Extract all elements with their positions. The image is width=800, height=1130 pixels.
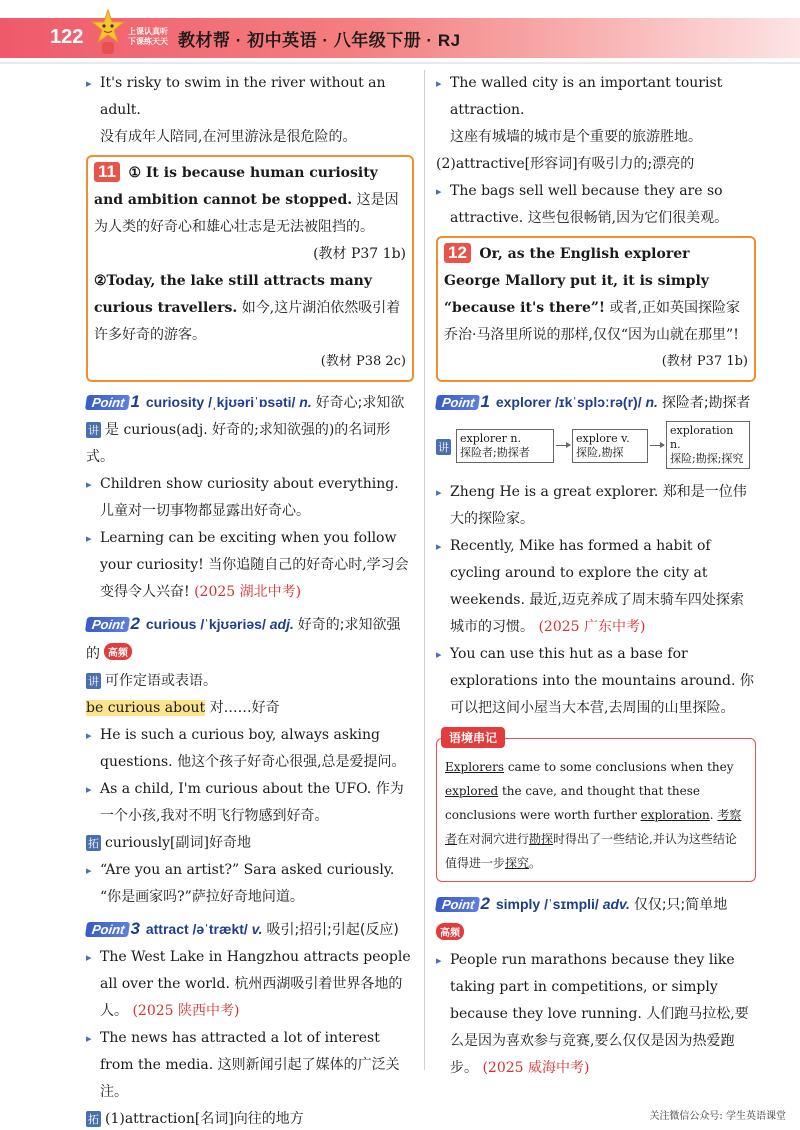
explanation-text: 可作定语或表语。 xyxy=(105,673,217,689)
sentence-source: (教材 P38 2c) xyxy=(320,354,406,369)
example-en: The West Lake in Hangzhou attracts people all over the world. xyxy=(100,949,411,992)
point-definition: 仅仅;只;简单地 xyxy=(633,897,728,913)
word-box-exploration xyxy=(666,421,750,469)
memo-keyword: explored xyxy=(445,784,499,798)
point-tag: Point xyxy=(85,395,130,410)
explain-icon: 讲 xyxy=(438,441,449,454)
example-en: As a child, I'm curious about the UFO. xyxy=(100,781,372,797)
example-zh: 杭州西湖吸引着世界各地的人。 xyxy=(100,976,403,1019)
sentence-zh: 如今,这片湖泊依然吸引着许多好奇的游客。 xyxy=(94,300,401,343)
point-number: 2 xyxy=(130,614,140,633)
extend-icon: 拓 xyxy=(88,837,99,850)
header-divider xyxy=(0,62,800,64)
example-sentence xyxy=(86,1025,414,1106)
point-phonetic: /əˈtrækt/ xyxy=(192,921,248,937)
example-zh: 儿童对一切事物都显露出好奇心。 xyxy=(100,503,310,519)
memo-tag: 语境串记 xyxy=(441,727,505,748)
point-heading-curiosity xyxy=(86,388,414,417)
memo-text: 。 xyxy=(529,856,542,870)
footer-note: 关注微信公众号: 学生英语课堂 xyxy=(649,1111,786,1122)
point-definition: 好奇的;求知欲强的 xyxy=(86,617,401,662)
example-en: Children show curiosity about everything. xyxy=(100,476,399,492)
point-word: attract xyxy=(145,921,189,937)
point-number: 1 xyxy=(480,392,490,411)
point-definition: 探险者;勘探者 xyxy=(661,395,751,411)
extend-icon: 拓 xyxy=(88,1113,99,1126)
book-title: 教材帮 · 初中英语 · 八年级下册 · RJ xyxy=(178,31,461,50)
point-pos: adj. xyxy=(269,616,294,632)
high-frequency-badge: 高频 xyxy=(436,923,464,940)
example-zh: 你可以把这间小屋当大本营,去周围的山里探险。 xyxy=(450,673,754,716)
point-word: curiosity xyxy=(145,394,205,410)
example-zh: 人们跑马拉松,要么是因为喜欢参与竞赛,要么仅仅是因为热爱跑步。 xyxy=(450,1006,749,1076)
point-heading-explorer xyxy=(436,388,756,417)
point-word: explorer xyxy=(495,394,552,410)
word-family-diagram xyxy=(436,421,756,473)
sentence-source: (教材 P37 1b) xyxy=(313,246,406,262)
example-sentence xyxy=(86,722,414,776)
left-column xyxy=(86,70,414,1130)
point-phonetic: /ˈkjʊəriəs/ xyxy=(200,616,266,632)
example-zh: “你是画家吗?”萨拉好奇地问道。 xyxy=(100,889,304,905)
memo-text: 时得出了一些结论,并认为这些结论值得进一步 xyxy=(445,832,737,870)
exam-source: (2025 威海中考) xyxy=(482,1060,590,1076)
example-zh: 郑和是一位伟大的探险家。 xyxy=(450,484,747,527)
point-word: curious xyxy=(145,616,197,632)
memo-text: the cave, and thought that these conclusions were worth further xyxy=(445,784,700,822)
explanation xyxy=(86,417,414,471)
sentence-en: ②Today, the lake still attracts many curious travellers. xyxy=(94,273,372,316)
word-box-en: exploration n. xyxy=(670,424,734,451)
exam-source: (2025 湖北中考) xyxy=(194,584,302,600)
example-en: “Are you an artist?” Sara asked curiously. xyxy=(100,862,395,878)
sentence-zh: 这是因为人类的好奇心和雄心壮志是无法被阻挡的。 xyxy=(94,192,399,235)
extension-text: curiously[副词]好奇地 xyxy=(105,835,251,851)
example-sentence xyxy=(436,178,756,232)
explain-icon: 讲 xyxy=(88,675,99,688)
word-box-en: explorer n. xyxy=(460,432,521,445)
point-heading-curious xyxy=(86,610,414,668)
example-sentence xyxy=(86,70,414,151)
point-pos: v. xyxy=(251,921,263,937)
example-zh: 这则新闻引起了媒体的广泛关注。 xyxy=(100,1057,400,1100)
sentence-source: (教材 P37 1b) xyxy=(661,354,748,369)
example-sentence xyxy=(436,479,756,533)
memo-text: . xyxy=(709,808,718,822)
point-tag: Point xyxy=(85,922,130,937)
point-heading-simply xyxy=(436,890,756,947)
word-box-explore xyxy=(572,429,648,463)
sentence-en: ① It is because human curiosity and ambition cannot be stopped. xyxy=(94,165,378,208)
arrow-icon xyxy=(650,445,664,446)
column-divider xyxy=(424,70,425,1070)
example-en: The news has attracted a lot of interest from the media. xyxy=(100,1030,380,1073)
example-sentence xyxy=(86,525,414,606)
word-box-zh: 探险;勘探;探究 xyxy=(670,452,744,465)
example-en: Recently, Mike has formed a habit of cycling around to explore the city at weekends. xyxy=(450,538,711,608)
memo-keyword: 考察者 xyxy=(445,808,742,846)
example-sentence xyxy=(86,471,414,525)
textbook-sentence-box-11 xyxy=(86,155,414,382)
example-en: You can use this hut as a base for explorations into the mountains around. xyxy=(450,646,736,689)
sentence-en: Or, as the English explorer George Mallory put it, it is simply “because it's there”! xyxy=(444,246,709,316)
arrow-icon xyxy=(556,445,570,446)
point-tag: Point xyxy=(85,617,130,632)
point-tag: Point xyxy=(435,897,480,912)
right-column xyxy=(436,70,756,1082)
page-number: 122 xyxy=(50,26,84,48)
point-definition: 好奇心;求知欲 xyxy=(315,395,405,411)
explain-icon: 讲 xyxy=(88,424,99,437)
word-box-en: explore v. xyxy=(576,432,630,445)
exam-source: (2025 陕西中考) xyxy=(132,1003,240,1019)
example-en: The walled city is an important tourist attraction. xyxy=(450,75,723,118)
context-memo-box xyxy=(436,731,756,882)
word-box-zh: 探险者;勘探者 xyxy=(460,446,530,459)
memo-keyword: 勘探 xyxy=(529,832,554,846)
page-header xyxy=(0,0,800,66)
example-zh: 没有成年人陪同,在河里游泳是很危险的。 xyxy=(100,129,357,145)
word-box-zh: 探险,勘探 xyxy=(576,446,624,459)
point-number: 3 xyxy=(130,919,140,938)
example-en: The bags sell well because they are so attractive. xyxy=(450,183,723,226)
sentence-number: 12 xyxy=(444,243,471,263)
word-box-explorer xyxy=(456,429,554,463)
example-sentence xyxy=(436,641,756,722)
example-sentence xyxy=(86,776,414,830)
point-tag: Point xyxy=(435,395,480,410)
example-zh: 这些包很畅销,因为它们很美观。 xyxy=(527,210,729,226)
mascot-icon xyxy=(90,8,126,58)
point-pos: n. xyxy=(645,394,658,410)
phrase-en: be curious about xyxy=(86,700,206,716)
example-en: Zheng He is a great explorer. xyxy=(450,484,659,500)
point-phonetic: /ɪkˈsplɔːrə(r)/ xyxy=(555,394,642,410)
example-zh: 最近,迈克养成了周末骑车四处探索城市的习惯。 xyxy=(450,592,744,635)
memo-keyword: Explorers xyxy=(445,760,505,774)
sentence-zh: 或者,正如英国探险家乔治·马洛里所说的那样,仅仅“因为山就在那里”! xyxy=(444,300,740,343)
extension xyxy=(86,830,414,857)
memo-text: came to some conclusions when they xyxy=(504,760,734,774)
explanation xyxy=(86,668,414,695)
explanation-text: 是 curious(adj. 好奇的;求知欲强的)的名词形式。 xyxy=(86,422,391,465)
point-number: 2 xyxy=(480,894,490,913)
exam-source: (2025 广东中考) xyxy=(538,619,646,635)
example-en: People run marathons because they like taking part in competitions, or simply because they love running. xyxy=(450,952,735,1022)
extension-text: (2)attractive[形容词]有吸引力的;漂亮的 xyxy=(436,156,695,172)
header-slogan: 上课认真听 下课练天天 xyxy=(128,27,168,46)
example-sentence xyxy=(436,947,756,1082)
memo-keyword: 探究 xyxy=(505,856,530,870)
extension-text: (1)attraction[名词]向往的地方 xyxy=(105,1111,304,1127)
point-number: 1 xyxy=(130,392,140,411)
example-sentence xyxy=(436,533,756,641)
textbook-sentence-box-12 xyxy=(436,236,756,382)
point-heading-attract xyxy=(86,915,414,944)
example-zh: 他这个孩子好奇心很强,总是爱提问。 xyxy=(177,754,406,770)
example-zh: 这座有城墙的城市是个重要的旅游胜地。 xyxy=(450,129,702,145)
point-phonetic: /ˈsɪmpli/ xyxy=(544,896,599,912)
example-en: Learning can be exciting when you follow your curiosity! xyxy=(100,530,397,573)
example-zh: 当你追随自己的好奇心时,学习会变得令人兴奋! xyxy=(100,557,409,600)
example-zh: 作为一个小孩,我对不明飞行物感到好奇。 xyxy=(100,781,404,824)
point-phonetic: /ˌkjʊəriˈɒsəti/ xyxy=(208,394,296,410)
example-sentence xyxy=(436,70,756,151)
example-sentence xyxy=(86,857,414,911)
example-en: It's risky to swim in the river without an adult. xyxy=(100,75,386,118)
extension xyxy=(86,1106,414,1130)
high-frequency-badge: 高频 xyxy=(104,643,132,660)
sentence-number: 11 xyxy=(94,162,120,182)
phrase-zh: 对……好奇 xyxy=(209,700,280,716)
example-sentence xyxy=(86,944,414,1025)
memo-keyword: exploration xyxy=(640,808,710,822)
memo-text: 在对洞穴进行 xyxy=(457,832,530,846)
point-pos: n. xyxy=(299,394,312,410)
point-word: simply xyxy=(495,896,541,912)
point-pos: adv. xyxy=(602,896,630,912)
example-en: He is such a curious boy, always asking questions. xyxy=(100,727,380,770)
point-definition: 吸引;招引;引起(反应) xyxy=(266,922,399,938)
phrase xyxy=(86,695,414,722)
